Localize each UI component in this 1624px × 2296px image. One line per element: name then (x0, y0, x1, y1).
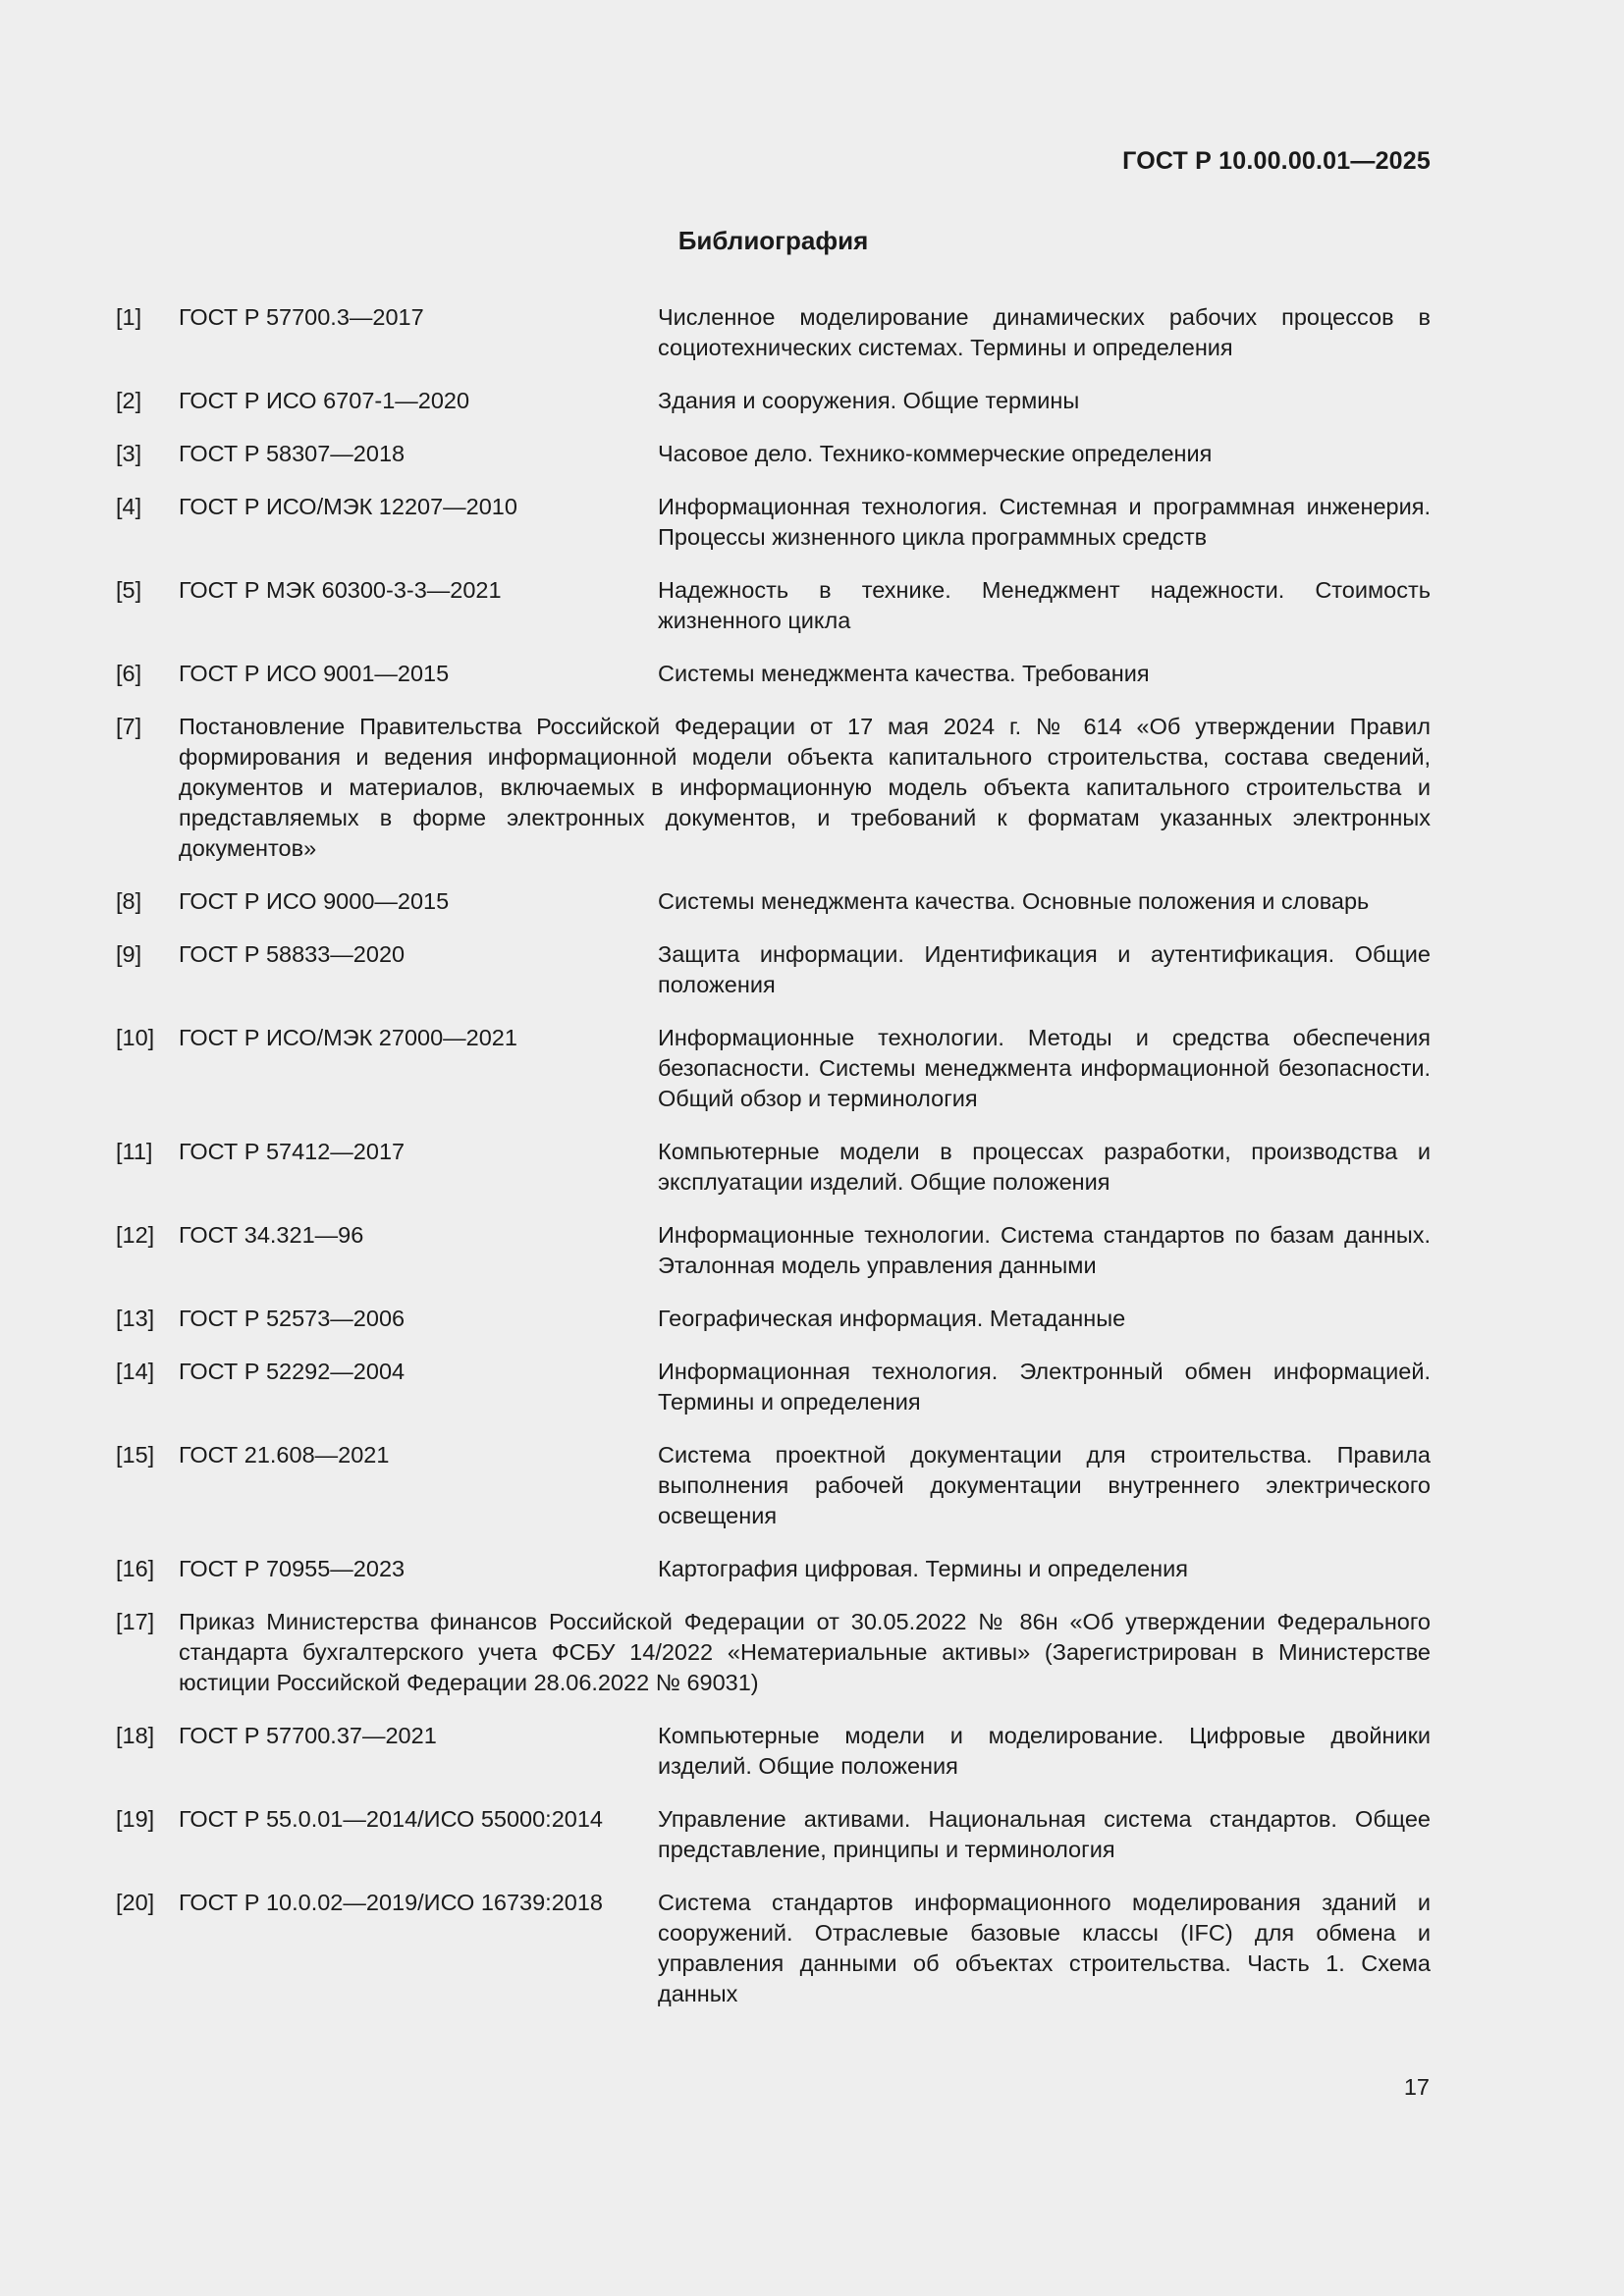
entry-number: [13] (116, 1306, 155, 1331)
entry-code: ГОСТ Р ИСО/МЭК 12207—2010 (179, 494, 517, 519)
entry-number: [6] (116, 661, 142, 686)
bibliography-entry (116, 1721, 1431, 1782)
entry-number: [11] (116, 1139, 153, 1164)
entry-code: ГОСТ Р МЭК 60300-3-3—2021 (179, 577, 502, 603)
entry-number: [8] (116, 888, 142, 914)
page-number: 17 (1403, 2074, 1430, 2100)
bibliography-entry (116, 1440, 1431, 1531)
bibliography-entry (116, 575, 1431, 636)
bibliography-entry (116, 1304, 1431, 1334)
entry-number: [16] (116, 1556, 155, 1581)
bibliography-entry (116, 939, 1431, 1000)
bibliography-entry (116, 886, 1431, 917)
entry-code: ГОСТ Р ИСО/МЭК 27000—2021 (179, 1025, 517, 1050)
entry-number: [12] (116, 1222, 155, 1248)
page-title: Библиография (677, 226, 869, 255)
entry-code: ГОСТ Р 57412—2017 (179, 1139, 406, 1164)
entry-code: ГОСТ Р 57700.37—2021 (179, 1723, 437, 1748)
entry-code: ГОСТ 34.321—96 (179, 1222, 364, 1248)
entry-description: Информационная технология. Системная и программная инженерия. Процессы жизненного цикла программных средств (658, 494, 1431, 550)
entry-number: [19] (116, 1806, 155, 1832)
entry-number: [20] (116, 1890, 155, 1915)
entry-code: ГОСТ Р 52292—2004 (179, 1359, 406, 1384)
bibliography-entry (116, 439, 1431, 469)
entry-code: ГОСТ Р 55.0.01—2014/ИСО 55000:2014 (179, 1806, 603, 1832)
entry-code: ГОСТ Р ИСО 9000—2015 (179, 888, 450, 914)
bibliography-entry (116, 1023, 1431, 1114)
entry-number: [2] (116, 388, 142, 413)
entry-description: Управление активами. Национальная система стандартов. Общее представление, принципы и терминология (658, 1806, 1431, 1862)
entry-description: Численное моделирование динамических рабочих процессов в социотехнических системах. Термины и определения (658, 304, 1431, 360)
entry-code: ГОСТ Р 57700.3—2017 (179, 304, 424, 330)
entry-code: ГОСТ Р 58833—2020 (179, 941, 406, 967)
entry-description: Система проектной документации для строительства. Правила выполнения рабочей документации внутреннего электрического освещения (658, 1442, 1431, 1528)
entry-number: [3] (116, 441, 142, 466)
entry-number: [4] (116, 494, 142, 519)
entry-description: Система стандартов информационного моделирования зданий и сооружений. Отраслевые базовые классы (IFC) для обмена и управления данными об объектах строительства. Часть 1. Схема данных (658, 1890, 1431, 2006)
entry-description: Компьютерные модели и моделирование. Цифровые двойники изделий. Общие положения (658, 1723, 1431, 1779)
entry-description: Компьютерные модели в процессах разработки, производства и эксплуатации изделий. Общие положения (658, 1139, 1431, 1195)
bibliography-entry (116, 712, 1431, 864)
entry-number: [10] (116, 1025, 155, 1050)
entry-description: Приказ Министерства финансов Российской Федерации от 30.05.2022 № 86н «Об утверждении Федерального стандарта бухгалтерского учета ФСБУ 14/2022 «Нематериальные активы» (Зарегистрирован в Министерстве юстиции Российской Федерации 28.06.2022 № 69031) (179, 1609, 1431, 1695)
entry-description: Здания и сооружения. Общие термины (658, 388, 1080, 413)
bibliography-entry (116, 1220, 1431, 1281)
document-code: ГОСТ Р 10.00.00.01—2025 (1122, 147, 1431, 175)
entry-number: [17] (116, 1609, 155, 1634)
entry-code: ГОСТ Р ИСО 6707-1—2020 (179, 388, 470, 413)
entry-description: Системы менеджмента качества. Основные положения и словарь (658, 888, 1370, 914)
entry-description: Защита информации. Идентификация и аутентификация. Общие положения (658, 941, 1431, 997)
entry-description: Картография цифровая. Термины и определения (658, 1556, 1188, 1581)
entry-description: Надежность в технике. Менеджмент надежности. Стоимость жизненного цикла (658, 577, 1431, 633)
entry-code: ГОСТ Р 10.0.02—2019/ИСО 16739:2018 (179, 1890, 603, 1915)
bibliography-entry (116, 659, 1431, 689)
entry-description: Информационные технологии. Система стандартов по базам данных. Эталонная модель управления данными (658, 1222, 1431, 1278)
entry-code: ГОСТ Р 58307—2018 (179, 441, 406, 466)
entry-code: ГОСТ 21.608—2021 (179, 1442, 390, 1468)
bibliography-list (116, 302, 1431, 2032)
entry-code: ГОСТ Р 52573—2006 (179, 1306, 406, 1331)
entry-number: [14] (116, 1359, 155, 1384)
bibliography-entry (116, 1607, 1431, 1698)
entry-description: Информационные технологии. Методы и средства обеспечения безопасности. Системы менеджмента информационной безопасности. Общий обзор и терминология (658, 1025, 1431, 1111)
entry-code: ГОСТ Р ИСО 9001—2015 (179, 661, 450, 686)
entry-number: [15] (116, 1442, 155, 1468)
entry-description: Постановление Правительства Российской Федерации от 17 мая 2024 г. № 614 «Об утверждении Правил формирования и ведения информационной модели объекта капитального строительства, состава сведений, документов и материалов, включаемых в информационную модель объекта капитального строительства и представляемых в форме электронных документов, и требований к форматам указанных электронных документов» (179, 714, 1431, 861)
entry-number: [7] (116, 714, 142, 739)
entry-number: [5] (116, 577, 142, 603)
bibliography-entry (116, 1804, 1431, 1865)
entry-description: Системы менеджмента качества. Требования (658, 661, 1150, 686)
entry-code: ГОСТ Р 70955—2023 (179, 1556, 406, 1581)
entry-number: [9] (116, 941, 142, 967)
bibliography-entry (116, 302, 1431, 363)
entry-description: Часовое дело. Технико-коммерческие определения (658, 441, 1213, 466)
entry-number: [18] (116, 1723, 155, 1748)
bibliography-entry (116, 1554, 1431, 1584)
bibliography-entry (116, 492, 1431, 553)
bibliography-entry (116, 1137, 1431, 1198)
entry-description: Информационная технология. Электронный обмен информацией. Термины и определения (658, 1359, 1431, 1415)
bibliography-entry (116, 386, 1431, 416)
entry-number: [1] (116, 304, 142, 330)
bibliography-entry (116, 1357, 1431, 1417)
entry-description: Географическая информация. Метаданные (658, 1306, 1126, 1331)
bibliography-entry (116, 1888, 1431, 2009)
